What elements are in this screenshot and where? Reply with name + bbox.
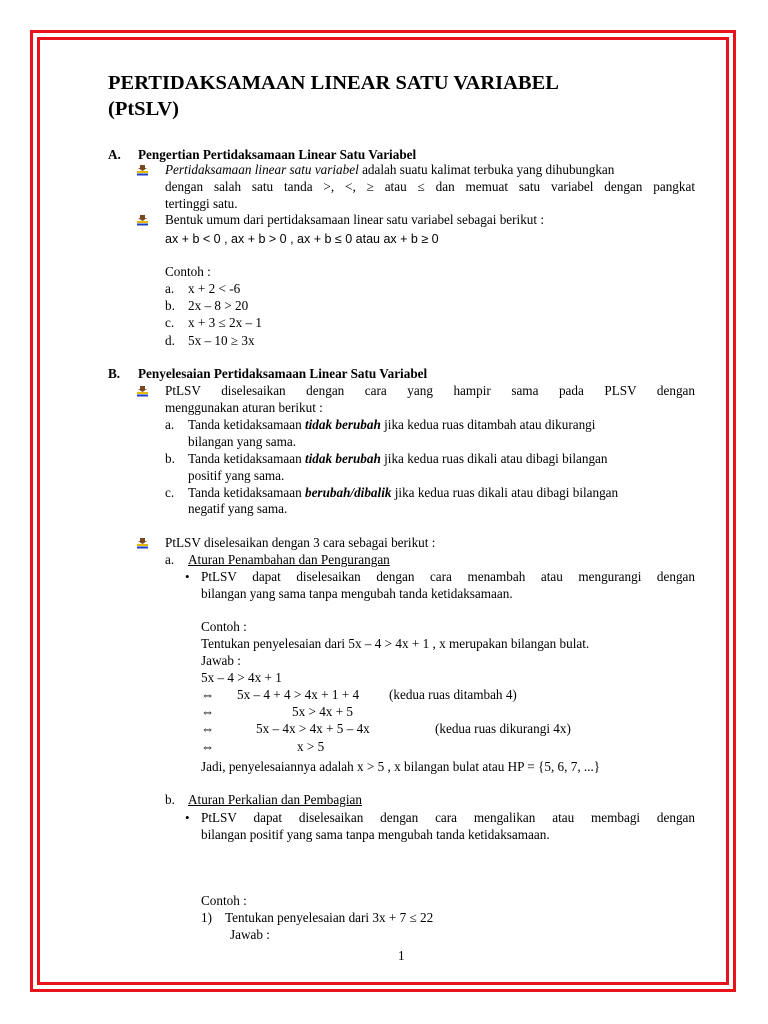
page-number: 1 — [398, 948, 405, 963]
way-a-problem: Tentukan penyelesaian dari 5x – 4 > 4x + 1 , x merupakan bilangan bulat. — [201, 636, 590, 651]
step-3: 5x – 4x > 4x + 5 – 4x — [256, 721, 370, 736]
bullet-icon — [137, 538, 148, 549]
example-item: x + 3 ≤ 2x – 1 — [188, 315, 263, 330]
rule-emphasis: berubah/dibalik — [304, 485, 392, 500]
way-a-contoh: Contoh : — [201, 619, 247, 634]
definition-line-2: dengan salah satu tanda >, <, ≥ atau ≤ dan memuat satu variabel dengan pangkat — [165, 179, 695, 194]
step-1-note: (kedua ruas ditambah 4) — [389, 687, 517, 702]
bullet-icon — [137, 386, 148, 397]
rule-emphasis: tidak berubah — [304, 451, 381, 466]
example-item: 5x – 10 ≥ 3x — [188, 333, 255, 348]
example-item: 2x – 8 > 20 — [188, 298, 249, 313]
intro-line-2: menggunakan aturan berikut : — [165, 400, 323, 415]
rule-letter: a. — [165, 417, 175, 432]
step-1: 5x – 4 + 4 > 4x + 1 + 4 — [237, 687, 360, 702]
rule-c-line-2: negatif yang sama. — [188, 501, 288, 516]
way-b-jawab: Jawab : — [230, 927, 270, 942]
definition-term: Pertidaksamaan linear satu variabel — [165, 162, 359, 177]
example-item: x + 2 < -6 — [188, 281, 241, 296]
equivalent-arrow-icon: ⇔ — [201, 704, 215, 719]
page-title: PERTIDAKSAMAAN LINEAR SATU VARIABEL — [108, 72, 559, 94]
rule-letter: b. — [165, 451, 175, 466]
example-letter: d. — [165, 333, 175, 348]
way-letter: b. — [165, 792, 175, 807]
equivalent-arrow-icon: ⇔ — [201, 739, 215, 754]
step-4: x > 5 — [297, 739, 325, 754]
rule-c-line-1: Tanda ketidaksamaan berubah/dibalik jika kedua ruas dikali atau dibagi bilangan — [188, 485, 619, 500]
way-a-desc-1: PtLSV dapat diselesaikan dengan cara menambah atau mengurangi dengan — [201, 569, 695, 584]
equivalent-arrow-icon: ⇔ — [201, 721, 215, 736]
way-letter: a. — [165, 552, 175, 567]
example-letter: c. — [165, 315, 175, 330]
page-title-sub: (PtSLV) — [108, 98, 179, 120]
rule-b-line-1: Tanda ketidaksamaan tidak berubah jika kedua ruas dikali atau dibagi bilangan — [188, 451, 608, 466]
way-a-desc-2: bilangan yang sama tanpa mengubah tanda ketidaksamaan. — [201, 586, 513, 601]
rule-emphasis: tidak berubah — [304, 417, 381, 432]
rule-letter: c. — [165, 485, 175, 500]
definition-text: adalah suatu kalimat terbuka yang dihubungkan — [358, 162, 615, 177]
step-2: 5x > 4x + 5 — [292, 704, 354, 719]
step-0: 5x – 4 > 4x + 1 — [201, 670, 282, 685]
bullet-icon — [137, 165, 148, 176]
dot-bullet-icon: • — [185, 569, 190, 584]
rule-a-line-2: bilangan yang sama. — [188, 434, 297, 449]
rule-a-line-1: Tanda ketidaksamaan tidak berubah jika kedua ruas ditambah atau dikurangi — [188, 417, 596, 432]
way-b-contoh: Contoh : — [201, 893, 247, 908]
way-a-conclusion: Jadi, penyelesaiannya adalah x > 5 , x bilangan bulat atau HP = {5, 6, 7, ...} — [201, 759, 601, 774]
definition-line-3: tertinggi satu. — [165, 196, 238, 211]
general-forms: ax + b < 0 , ax + b > 0 , ax + b ≤ 0 atau ax + b ≥ 0 — [165, 232, 439, 246]
bullet-icon — [137, 215, 148, 226]
way-b-problem: Tentukan penyelesaian dari 3x + 7 ≤ 22 — [225, 910, 434, 925]
ways-intro: PtLSV diselesaikan dengan 3 cara sebagai berikut : — [165, 535, 436, 550]
way-b-desc-2: bilangan positif yang sama tanpa mengubah tanda ketidaksamaan. — [201, 827, 550, 842]
step-3-note: (kedua ruas dikurangi 4x) — [435, 721, 571, 736]
rule-b-line-2: positif yang sama. — [188, 468, 285, 483]
example-letter: a. — [165, 281, 175, 296]
dot-bullet-icon: • — [185, 810, 190, 825]
way-b-desc-1: PtLSV dapat diselesaikan dengan cara mengalikan atau membagi dengan — [201, 810, 695, 825]
way-a-title: Aturan Penambahan dan Pengurangan — [188, 552, 390, 567]
general-form-text: Bentuk umum dari pertidaksamaan linear satu variabel sebagai berikut : — [165, 212, 545, 227]
section-a-heading: Pengertian Pertidaksamaan Linear Satu Variabel — [138, 147, 417, 162]
section-b-heading: Penyelesaian Pertidaksamaan Linear Satu Variabel — [138, 366, 428, 381]
intro-line-1: PtLSV diselesaikan dengan cara yang hampir sama pada PLSV dengan — [165, 383, 695, 398]
section-b-letter: B. — [108, 366, 121, 381]
way-b-title: Aturan Perkalian dan Pembagian — [188, 792, 362, 807]
definition-line-1 — [165, 162, 614, 178]
contoh-label: Contoh : — [165, 264, 211, 279]
equivalent-arrow-icon: ⇔ — [201, 687, 215, 702]
section-a-letter: A. — [108, 147, 121, 162]
problem-number: 1) — [201, 910, 212, 925]
way-a-jawab: Jawab : — [201, 653, 241, 668]
example-letter: b. — [165, 298, 175, 313]
